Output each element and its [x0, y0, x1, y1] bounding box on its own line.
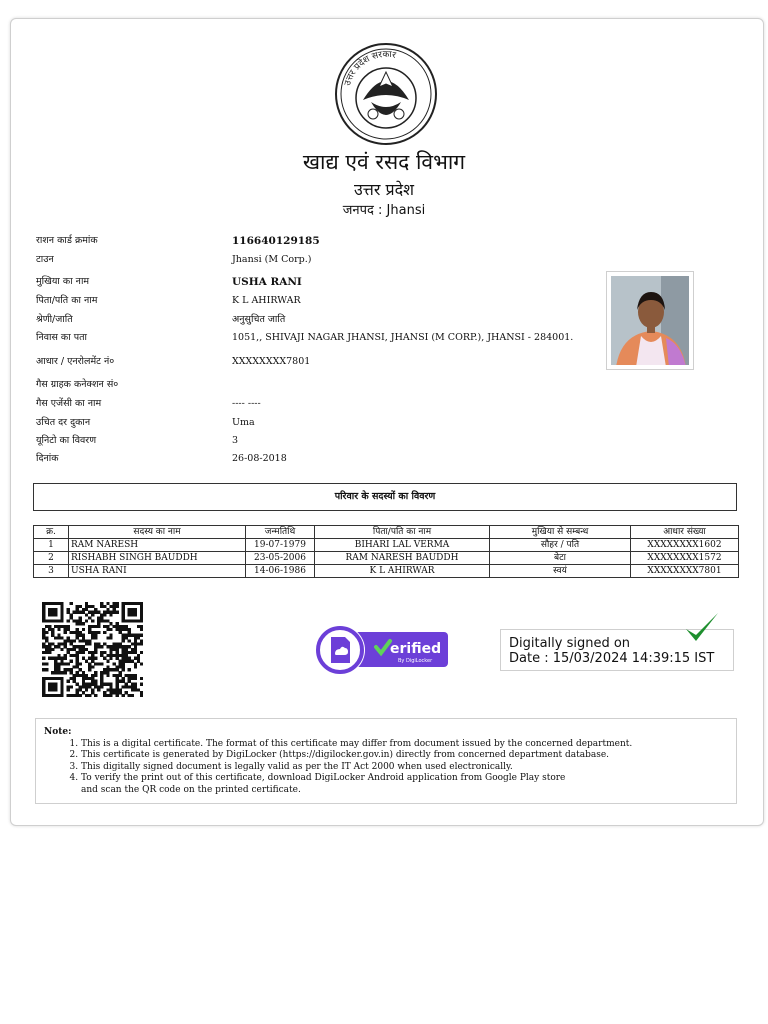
qr-code[interactable] [42, 602, 143, 697]
digilocker-verified-badge [314, 624, 448, 676]
family-section-title: परिवार के सदस्यों का विवरण [33, 483, 737, 511]
column-header: पिता/पति का नाम [315, 526, 490, 539]
notes-box [35, 718, 737, 804]
column-header: आधार संख्या [631, 526, 739, 539]
family-table-header [34, 526, 739, 539]
verified-text: erified [390, 641, 442, 657]
note-item: 3. This digitally signed document is legally valid as per the IT Act 2000 when used electronically. [81, 762, 728, 774]
member-photo [606, 271, 694, 370]
up-government-emblem [331, 42, 441, 146]
column-header: मुखिया से सम्बन्ध [490, 526, 631, 539]
signature-line: Digitally signed on [509, 636, 631, 651]
district-line: जनपद : Jhansi [342, 203, 426, 218]
head-name: USHA RANI [232, 276, 302, 288]
signature-check-icon [684, 611, 720, 645]
emblem-text: उत्तर प्रदेश सरकार [343, 49, 397, 87]
column-header: क्र. [34, 526, 69, 539]
note-item: 1. This is a digital certificate. The format of this certificate may differ from document issued by the concerned department. [81, 739, 728, 751]
department-title: खाद्य एवं रसद विभाग [302, 150, 466, 174]
portrait-image [611, 276, 689, 365]
notes-list [44, 739, 728, 797]
note-item: 4. To verify the print out of this certificate, download DigiLocker Android application from Google Play store and scan the QR code on the printed certificate. [81, 773, 728, 796]
signature-date: Date : 15/03/2024 14:39:15 IST [509, 651, 715, 666]
table-row: 3 USHA RANI 14-06-1986 K L AHIRWAR स्वयं XXXXXXXX7801 [34, 565, 739, 578]
verified-sub-text: By DigiLocker [398, 658, 433, 664]
notes-heading: Note: [44, 727, 72, 737]
state-name: उत्तर प्रदेश [354, 180, 414, 199]
note-item-continuation: and scan the QR code on the printed certificate. [81, 784, 301, 795]
ration-card-number: 116640129185 [232, 235, 320, 247]
table-row: 1 RAM NARESH 19-07-1979 BIHARI LAL VERMA सौहर / पति XXXXXXXX1602 [34, 539, 739, 552]
table-row: 2 RISHABH SINGH BAUDDH 23-05-2006 RAM NARESH BAUDDH बेटा XXXXXXXX1572 [34, 552, 739, 565]
column-header: सदस्य का नाम [69, 526, 246, 539]
note-item: 2. This certificate is generated by DigiLocker (https://digilocker.gov.in) directly from concerned department database. [81, 750, 728, 762]
family-table [33, 525, 739, 578]
column-header: जन्मतिथि [246, 526, 315, 539]
